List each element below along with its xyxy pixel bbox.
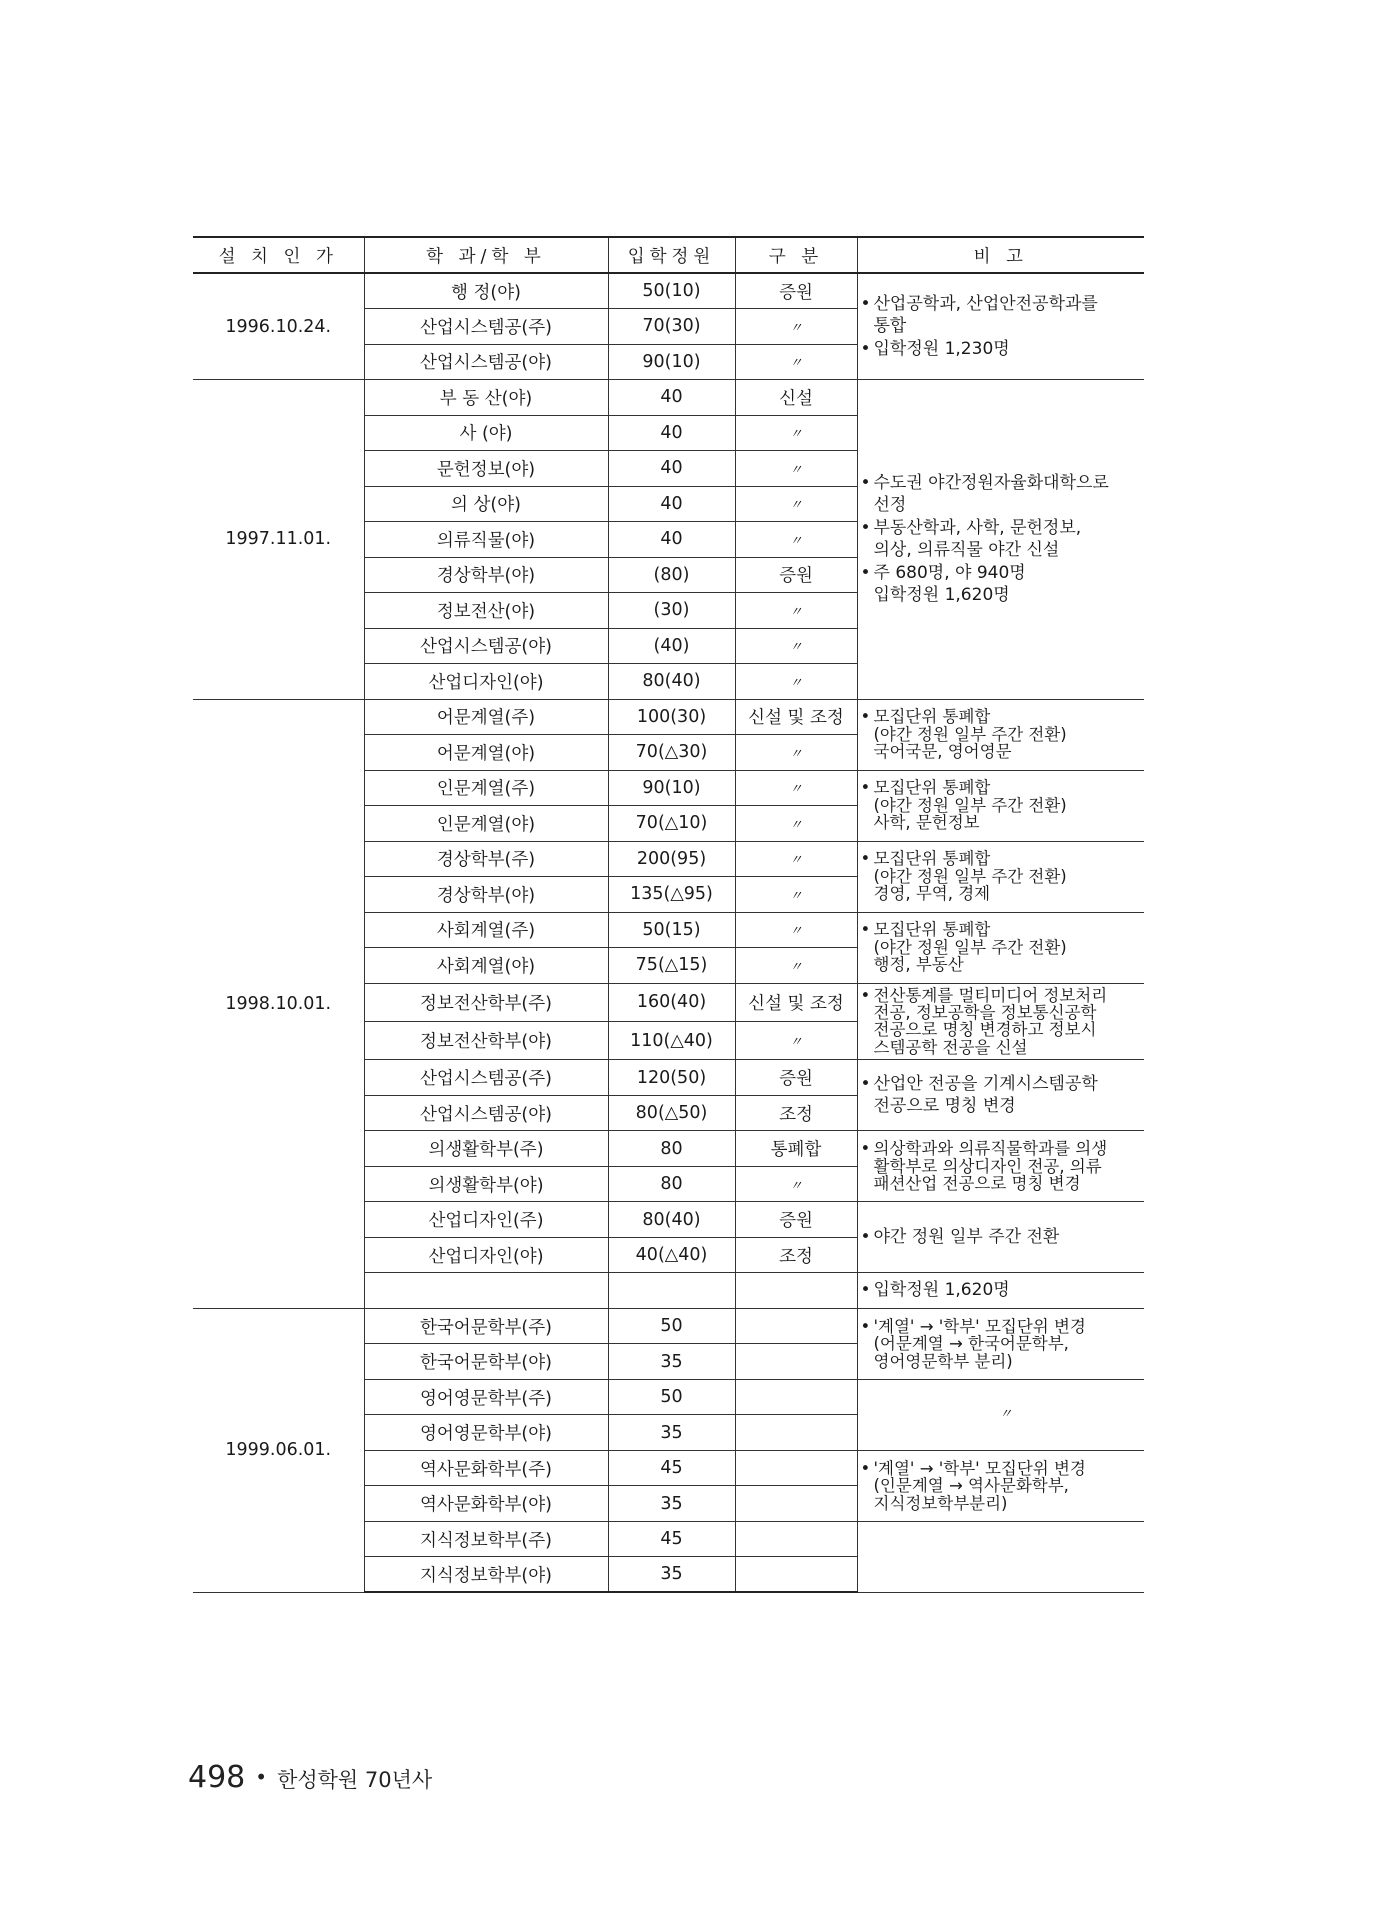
category-cell: 〃: [735, 1021, 857, 1059]
quota-cell: 45: [608, 1450, 735, 1486]
department-cell: 지식정보학부(야): [364, 1557, 608, 1593]
quota-cell: (80): [608, 557, 735, 593]
department-cell: 한국어문학부(주): [364, 1308, 608, 1344]
table-row: [193, 699, 1144, 735]
category-cell: 〃: [735, 735, 857, 771]
remarks-cell: [857, 1379, 1144, 1450]
remark-line: 전공으로 명칭 변경: [873, 1096, 1016, 1117]
department-cell: 영어영문학부(야): [364, 1415, 608, 1451]
approval-date-cell: 1996.10.24.: [193, 273, 364, 380]
category-cell: [735, 1450, 857, 1486]
quota-cell: 100(30): [608, 699, 735, 735]
category-cell: 〃: [735, 1166, 857, 1202]
remarks-cell: [857, 1273, 1144, 1309]
header-quota: 입학정원: [608, 237, 735, 273]
remark-line: (야간 정원 일부 주간 전환): [873, 866, 1067, 886]
quota-cell: [608, 1273, 735, 1309]
department-cell: 영어영문학부(주): [364, 1379, 608, 1415]
quota-cell: 40: [608, 486, 735, 522]
quota-cell: 35: [608, 1486, 735, 1522]
quota-cell: 80: [608, 1131, 735, 1167]
category-cell: [735, 1344, 857, 1380]
remarks-cell: [857, 912, 1144, 983]
remark-line: (인문계열 → 역사문화학부,: [873, 1476, 1069, 1496]
page-number: 498: [188, 1760, 246, 1795]
remark-line: • 모집단위 통폐합: [874, 921, 1139, 938]
category-cell: 〃: [735, 628, 857, 664]
remark-line: 〃: [999, 1407, 1013, 1423]
remarks-cell: [857, 1060, 1144, 1131]
remark-line: (야간 정원 일부 주간 전환): [873, 795, 1067, 815]
quota-cell: 50: [608, 1308, 735, 1344]
category-cell: [735, 1415, 857, 1451]
department-cell: 산업시스템공(야): [364, 628, 608, 664]
department-cell: 역사문화학부(야): [364, 1486, 608, 1522]
department-cell: 경상학부(야): [364, 877, 608, 913]
department-cell: 정보전산(야): [364, 593, 608, 629]
category-cell: 〃: [735, 806, 857, 842]
remark-line: 활학부로 의상디자인 전공, 의류: [873, 1156, 1102, 1176]
category-cell: 증원: [735, 273, 857, 309]
department-cell: 지식정보학부(주): [364, 1521, 608, 1557]
quota-cell: 40: [608, 380, 735, 416]
quota-cell: 50(15): [608, 912, 735, 948]
quota-cell: 50: [608, 1379, 735, 1415]
category-cell: 〃: [735, 593, 857, 629]
quota-cell: 70(△30): [608, 735, 735, 771]
department-cell: 의 상(야): [364, 486, 608, 522]
category-cell: 〃: [735, 344, 857, 380]
category-cell: 〃: [735, 877, 857, 913]
category-cell: [735, 1521, 857, 1557]
department-cell: [364, 1273, 608, 1309]
remark-line: • 산업안 전공을 기계시스템공학: [874, 1073, 1139, 1095]
remarks-cell: [857, 1450, 1144, 1521]
remark-line: 선정: [873, 495, 907, 516]
department-cell: 산업디자인(야): [364, 1237, 608, 1273]
footer-bullet: •: [255, 1765, 268, 1789]
remark-line: • 입학정원 1,620명: [874, 1279, 1139, 1301]
category-cell: [735, 1486, 857, 1522]
quota-cell: 90(10): [608, 344, 735, 380]
quota-cell: 40: [608, 451, 735, 487]
quota-cell: (40): [608, 628, 735, 664]
remarks-cell: [857, 1521, 1144, 1592]
category-cell: [735, 1379, 857, 1415]
remark-line: • '계열' → '학부' 모집단위 변경: [874, 1460, 1139, 1477]
remark-line: 행정, 부동산: [873, 955, 964, 975]
category-cell: 신설: [735, 380, 857, 416]
remarks-cell: [857, 1308, 1144, 1379]
category-cell: 신설 및 조정: [735, 699, 857, 735]
department-cell: 경상학부(주): [364, 841, 608, 877]
department-cell: 문헌정보(야): [364, 451, 608, 487]
remark-line: (야간 정원 일부 주간 전환): [873, 724, 1067, 744]
quota-cell: 200(95): [608, 841, 735, 877]
remark-line: 전공으로 명칭 변경하고 정보시: [873, 1020, 1097, 1040]
remark-line: • 야간 정원 일부 주간 전환: [874, 1226, 1139, 1248]
category-cell: 증원: [735, 1202, 857, 1238]
remark-line: 스템공학 전공을 신설: [873, 1037, 1028, 1057]
category-cell: 〃: [735, 451, 857, 487]
remark-line: • 산업공학과, 산업안전공학과를: [874, 293, 1139, 315]
remarks-cell: [857, 380, 1144, 700]
remark-line: • 부동산학과, 사학, 문헌정보,: [874, 517, 1139, 539]
quota-cell: 40: [608, 415, 735, 451]
department-cell: 정보전산학부(야): [364, 1021, 608, 1059]
category-cell: 신설 및 조정: [735, 983, 857, 1021]
quota-cell: 45: [608, 1521, 735, 1557]
department-cell: 산업시스템공(주): [364, 1060, 608, 1096]
approval-date-cell: 1999.06.01.: [193, 1308, 364, 1592]
department-cell: 의생활학부(주): [364, 1131, 608, 1167]
category-cell: 〃: [735, 522, 857, 558]
category-cell: 증원: [735, 557, 857, 593]
header-approval-date: 설 치 인 가: [193, 237, 364, 273]
category-cell: 〃: [735, 415, 857, 451]
remark-line: 사학, 문헌정보: [873, 813, 980, 833]
quota-cell: 120(50): [608, 1060, 735, 1096]
approval-date-cell: 1998.10.01.: [193, 699, 364, 1308]
department-cell: 어문계열(야): [364, 735, 608, 771]
department-cell: 행 정(야): [364, 273, 608, 309]
category-cell: [735, 1557, 857, 1593]
remark-line: • 모집단위 통폐합: [874, 708, 1139, 725]
remark-line: • 입학정원 1,230명: [874, 338, 1139, 360]
table-row: [193, 273, 1144, 309]
remarks-cell: [857, 273, 1144, 380]
book-title: 한성학원 70년사: [277, 1768, 433, 1792]
quota-cell: 80(40): [608, 1202, 735, 1238]
approval-date-cell: 1997.11.01.: [193, 380, 364, 700]
remarks-cell: [857, 983, 1144, 1060]
department-cell: 사회계열(야): [364, 948, 608, 984]
quota-cell: 35: [608, 1344, 735, 1380]
department-cell: 의생활학부(야): [364, 1166, 608, 1202]
header-department: 학 과/학 부: [364, 237, 608, 273]
department-cell: 정보전산학부(주): [364, 983, 608, 1021]
department-cell: 산업디자인(주): [364, 1202, 608, 1238]
quota-cell: 40(△40): [608, 1237, 735, 1273]
category-cell: 〃: [735, 664, 857, 700]
table-body: [193, 273, 1144, 1592]
remark-line: • 모집단위 통폐합: [874, 850, 1139, 867]
quota-cell: 135(△95): [608, 877, 735, 913]
quota-cell: (30): [608, 593, 735, 629]
quota-cell: 75(△15): [608, 948, 735, 984]
department-cell: 역사문화학부(주): [364, 1450, 608, 1486]
remarks-cell: [857, 1131, 1144, 1202]
remark-line: • 수도권 야간정원자율화대학으로: [874, 472, 1139, 494]
remark-line: • '계열' → '학부' 모집단위 변경: [874, 1318, 1139, 1335]
remarks-cell: [857, 699, 1144, 770]
remark-line: 영어영문학부 분리): [873, 1351, 1013, 1371]
department-cell: 산업시스템공(야): [364, 1095, 608, 1131]
remark-line: • 주 680명, 야 940명: [874, 562, 1139, 584]
quota-cell: 70(30): [608, 309, 735, 345]
category-cell: 〃: [735, 948, 857, 984]
remarks-cell: [857, 1202, 1144, 1273]
page-footer: [188, 1760, 432, 1795]
header-remarks: 비 고: [857, 237, 1144, 273]
quota-cell: 50(10): [608, 273, 735, 309]
quota-cell: 80(40): [608, 664, 735, 700]
category-cell: 〃: [735, 486, 857, 522]
remark-line: 입학정원 1,620명: [873, 585, 1010, 606]
remark-line: • 전산통계를 멀티미디어 정보처리: [874, 987, 1139, 1004]
remark-line: 전공, 정보공학을 정보통신공학: [873, 1002, 1097, 1022]
remark-line: (어문계열 → 한국어문학부,: [873, 1334, 1069, 1354]
quota-cell: 110(△40): [608, 1021, 735, 1059]
quota-cell: 70(△10): [608, 806, 735, 842]
remark-line: 통합: [873, 316, 907, 337]
department-cell: 부 동 산(야): [364, 380, 608, 416]
table-row: [193, 1308, 1144, 1344]
remarks-cell: [857, 770, 1144, 841]
department-cell: 어문계열(주): [364, 699, 608, 735]
department-cell: 인문계열(야): [364, 806, 608, 842]
quota-cell: 35: [608, 1415, 735, 1451]
remark-line: 경영, 무역, 경제: [873, 884, 991, 904]
category-cell: 조정: [735, 1095, 857, 1131]
department-cell: 경상학부(야): [364, 557, 608, 593]
department-cell: 사 (야): [364, 415, 608, 451]
remark-line: • 의상학과와 의류직물학과를 의생: [874, 1140, 1139, 1157]
remarks-cell: [857, 841, 1144, 912]
quota-cell: 90(10): [608, 770, 735, 806]
department-cell: 산업시스템공(주): [364, 309, 608, 345]
category-cell: [735, 1308, 857, 1344]
department-cell: 인문계열(주): [364, 770, 608, 806]
department-cell: 산업시스템공(야): [364, 344, 608, 380]
category-cell: 증원: [735, 1060, 857, 1096]
remark-line: • 모집단위 통폐합: [874, 779, 1139, 796]
table-header-row: [193, 237, 1144, 273]
category-cell: 조정: [735, 1237, 857, 1273]
category-cell: 〃: [735, 841, 857, 877]
remark-line: 패션산업 전공으로 명칭 변경: [873, 1174, 1081, 1194]
category-cell: 통폐합: [735, 1131, 857, 1167]
quota-cell: 160(40): [608, 983, 735, 1021]
quota-cell: 35: [608, 1557, 735, 1593]
header-category: 구 분: [735, 237, 857, 273]
category-cell: 〃: [735, 912, 857, 948]
category-cell: [735, 1273, 857, 1309]
remark-line: (야간 정원 일부 주간 전환): [873, 937, 1067, 957]
quota-cell: 80(△50): [608, 1095, 735, 1131]
remark-line: 국어국문, 영어영문: [873, 742, 1012, 762]
quota-cell: 40: [608, 522, 735, 558]
remark-line: 의상, 의류직물 야간 신설: [873, 540, 1060, 561]
quota-cell: 80: [608, 1166, 735, 1202]
department-cell: 사회계열(주): [364, 912, 608, 948]
category-cell: 〃: [735, 309, 857, 345]
department-cell: 의류직물(야): [364, 522, 608, 558]
department-cell: 산업디자인(야): [364, 664, 608, 700]
establishment-table: [193, 236, 1144, 1593]
table-row: [193, 380, 1144, 416]
category-cell: 〃: [735, 770, 857, 806]
department-cell: 한국어문학부(야): [364, 1344, 608, 1380]
remark-line: 지식정보학부분리): [873, 1493, 1008, 1513]
